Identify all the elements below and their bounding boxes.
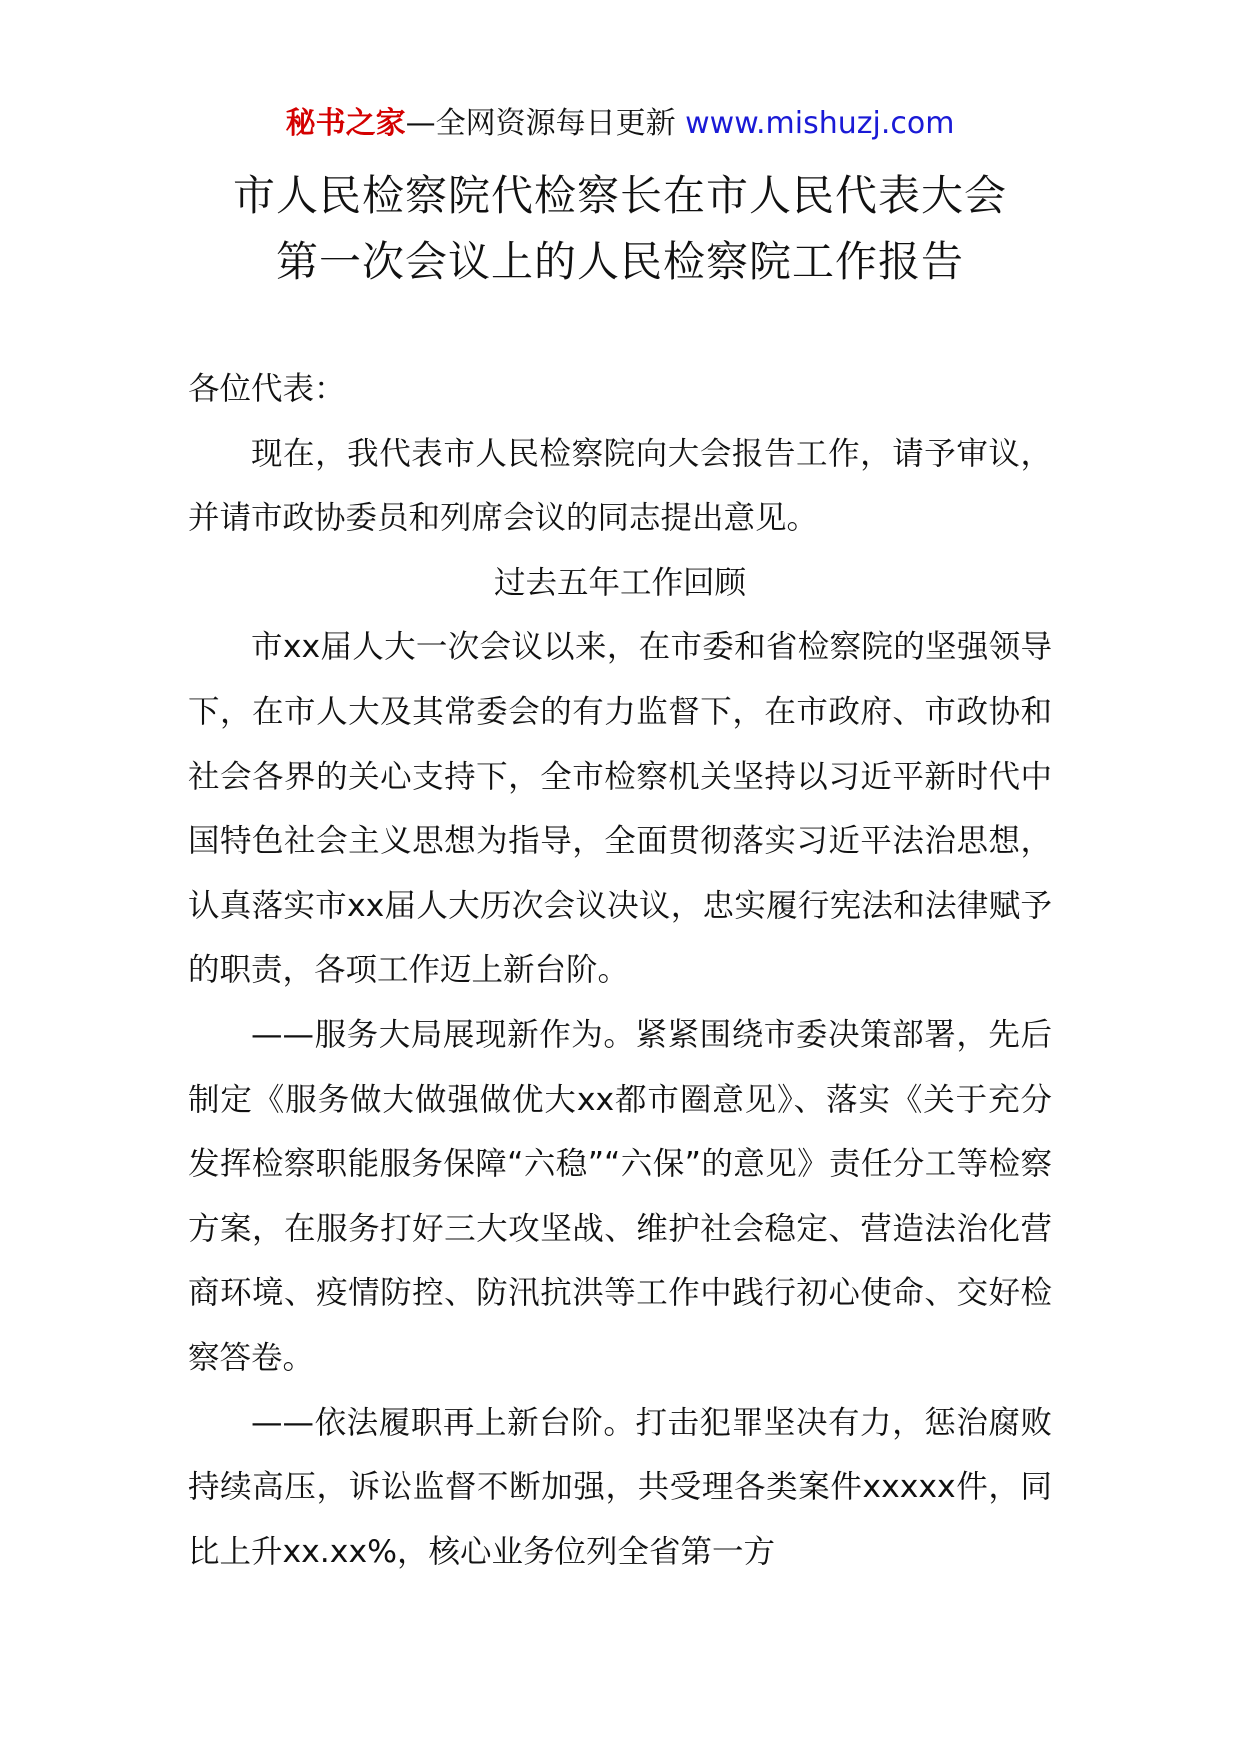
- paragraph-review: 市xx届人大一次会议以来，在市委和省检察院的坚强领导下，在市人大及其常委会的有力监督下，在市政府、市政协和社会各界的关心支持下，全市检察机关坚持以习近平新时代中国特色社会主义思想为指导，全面贯彻落实习近平法治思想，认真落实市xx届人大历次会议决议，忠实履行宪法和法律赋予的职责，各项工作迈上新台阶。: [188, 629, 1052, 989]
- section-heading: 过去五年工作回顾: [493, 564, 746, 601]
- site-url-link[interactable]: www.mishuzj.com: [685, 106, 955, 141]
- salutation: 各位代表：: [188, 371, 346, 407]
- brand-name: 秘书之家: [285, 106, 406, 141]
- title-line-1: 市人民检察院代检察长在市人民代表大会: [232, 171, 1007, 220]
- paragraph-duties: ——依法履职再上新台阶。打击犯罪坚决有力，惩治腐败持续高压，诉讼监督不断加强，共受理各类案件xxxxx件，同比上升xx.xx%，核心业务位列全省第一方: [188, 1404, 1052, 1570]
- header-slogan: —全网资源每日更新: [405, 106, 676, 141]
- paragraph-intro: 现在，我代表市人民检察院向大会报告工作，请予审议，并请市政协委员和列席会议的同志提出意见。: [188, 435, 1052, 537]
- paragraph-service: ——服务大局展现新作为。紧紧围绕市委决策部署，先后制定《服务做大做强做优大xx都市圈意见》、落实《关于充分发挥检察职能服务保障“六稳”“六保”的意见》责任分工等检察方案，在服务打好三大攻坚战、维护社会稳定、营造法治化营商环境、疫情防控、防汛抗洪等工作中践行初心使命、交好检察答卷。: [188, 1016, 1052, 1376]
- document-body: [188, 357, 1052, 1584]
- site-header: [0, 103, 1240, 145]
- document-title: [0, 163, 1240, 295]
- title-line-2: 第一次会议上的人民检察院工作报告: [275, 237, 964, 286]
